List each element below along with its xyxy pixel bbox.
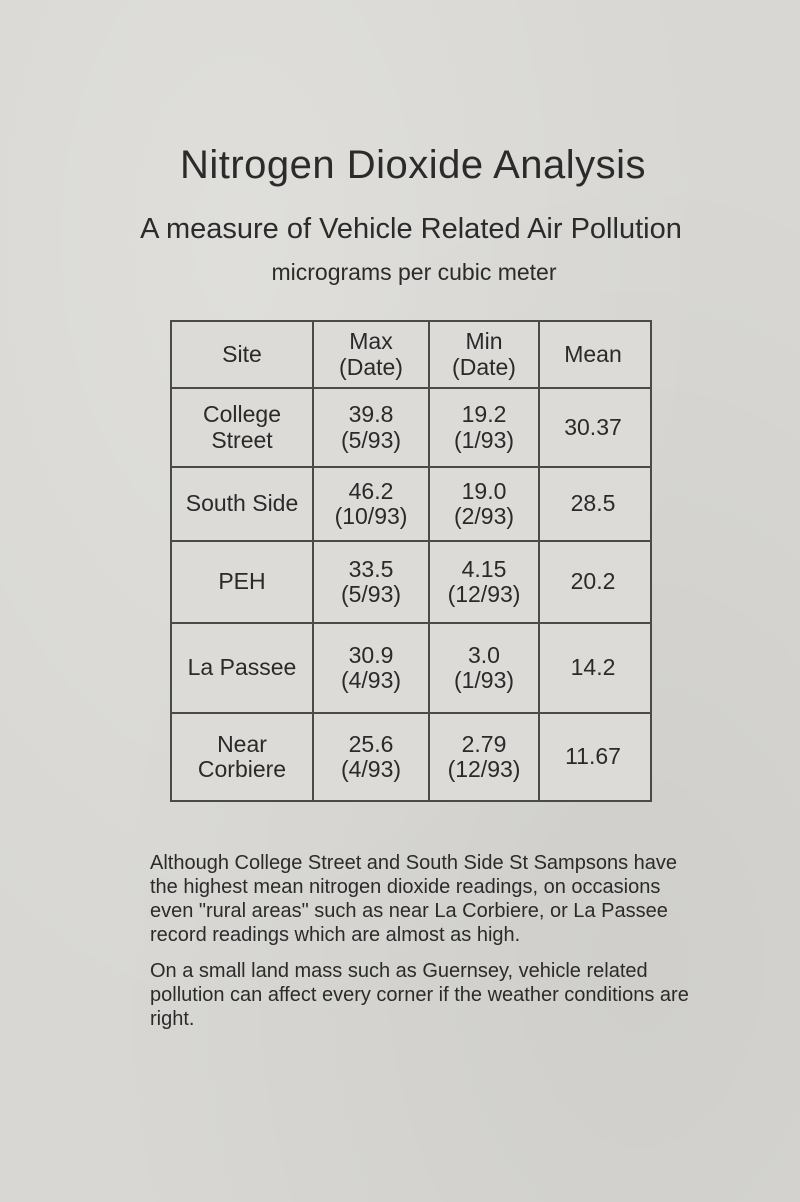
cell-max: [314, 624, 430, 712]
max-value: 30.9: [348, 641, 394, 668]
cell-max: [314, 714, 430, 800]
site-name-2: Street: [211, 426, 273, 453]
max-value: 39.8: [348, 401, 394, 428]
site-name: South Side: [185, 490, 299, 517]
data-table: [170, 320, 652, 802]
units-label: micrograms per cubic meter: [271, 259, 557, 285]
cell-site: [172, 624, 314, 712]
min-date: (12/93): [447, 756, 521, 782]
mean-value: 20.2: [570, 568, 616, 595]
page-title: Nitrogen Dioxide Analysis: [179, 143, 647, 187]
max-date: (5/93): [340, 426, 402, 453]
table-row: [172, 389, 650, 468]
table-header-row: [172, 322, 650, 389]
header-mean: [540, 322, 646, 387]
header-min-label: Min: [465, 328, 503, 355]
min-value: 3.0: [468, 641, 500, 668]
header-max-sub: (Date): [339, 353, 403, 380]
min-value: 19.0: [461, 477, 507, 504]
table-row: [172, 542, 650, 624]
cell-max: [314, 468, 430, 540]
header-mean-label: Mean: [564, 340, 622, 367]
min-date: (2/93): [453, 503, 515, 529]
min-value: 2.79: [461, 730, 507, 757]
cell-min: [430, 468, 540, 540]
site-name: PEH: [218, 568, 266, 595]
cell-mean: [540, 624, 646, 712]
header-site-label: Site: [222, 340, 262, 367]
paragraph-conclusion: On a small land mass such as Guernsey, vehicle related pollution can affect every corner if the weather conditions are right.: [150, 960, 689, 1030]
cell-min: [430, 624, 540, 712]
paragraph-summary: Although College Street and South Side St Sampsons have the highest mean nitrogen dioxide readings, on occasions even "rural areas" such as near La Corbiere, or La Passee record readings which are almost as high.: [150, 852, 678, 946]
max-value: 33.5: [348, 555, 394, 582]
cell-site: [172, 542, 314, 622]
site-name-2: Corbiere: [197, 756, 287, 782]
min-value: 4.15: [461, 555, 507, 582]
header-site: [172, 322, 314, 387]
mean-value: 28.5: [570, 490, 616, 517]
min-date: (12/93): [447, 581, 521, 607]
mean-value: 11.67: [565, 743, 621, 770]
cell-mean: [540, 714, 646, 800]
max-value: 25.6: [348, 730, 394, 757]
cell-mean: [540, 542, 646, 622]
header-min-sub: (Date): [452, 353, 516, 380]
table-row: [172, 714, 650, 800]
cell-mean: [540, 389, 646, 466]
site-name: La Passee: [187, 654, 297, 681]
min-date: (1/93): [453, 426, 515, 453]
table-row: [172, 468, 650, 542]
max-date: (10/93): [334, 503, 408, 529]
mean-value: 14.2: [570, 654, 616, 681]
cell-site: [172, 389, 314, 466]
page-subtitle: A measure of Vehicle Related Air Pollution: [140, 213, 682, 245]
mean-value: 30.37: [564, 413, 622, 440]
site-name: Near: [217, 730, 267, 757]
cell-max: [314, 542, 430, 622]
table-row: [172, 624, 650, 714]
site-name: College: [203, 401, 281, 428]
min-date: (1/93): [453, 667, 515, 693]
max-date: (4/93): [340, 667, 402, 693]
cell-max: [314, 389, 430, 466]
max-date: (4/93): [340, 756, 402, 782]
min-value: 19.2: [461, 401, 507, 428]
max-date: (5/93): [340, 581, 402, 607]
cell-site: [172, 468, 314, 540]
header-max: [314, 322, 430, 387]
header-max-label: Max: [349, 328, 393, 355]
cell-min: [430, 714, 540, 800]
header-min: [430, 322, 540, 387]
cell-site: [172, 714, 314, 800]
cell-min: [430, 542, 540, 622]
cell-mean: [540, 468, 646, 540]
max-value: 46.2: [348, 477, 394, 504]
cell-min: [430, 389, 540, 466]
